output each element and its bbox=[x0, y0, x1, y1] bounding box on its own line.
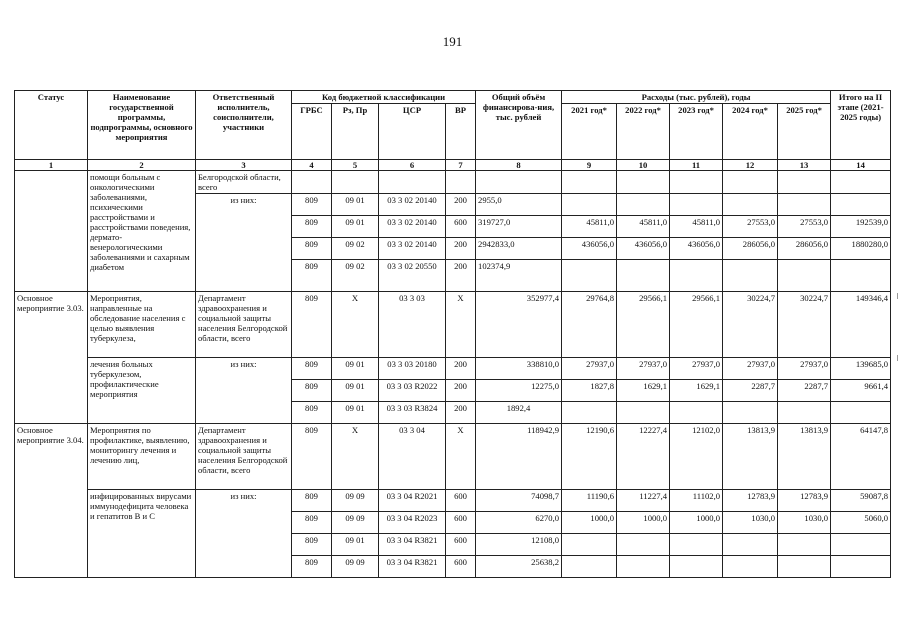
table-row bbox=[15, 490, 891, 512]
cell-2021: 45811,0 bbox=[562, 216, 617, 238]
header-itogo: Итого на II этапе (2021-2025 годы) bbox=[831, 91, 891, 160]
table-row bbox=[15, 292, 891, 358]
cell-total: 1892,4 bbox=[476, 402, 562, 424]
cell-2025: 27937,0 bbox=[778, 358, 831, 380]
cell-rz-pr: 09 01 bbox=[332, 194, 379, 216]
cell-vr: 600 bbox=[446, 534, 476, 556]
page-number: 191 bbox=[442, 34, 463, 49]
header-responsible: Ответственный исполнитель, соисполнители, участники bbox=[196, 91, 292, 160]
col-number: 5 bbox=[332, 160, 379, 171]
cell-2022: 1629,1 bbox=[617, 380, 670, 402]
cell-2024: 13813,9 bbox=[723, 424, 778, 490]
cell-vr: 200 bbox=[446, 260, 476, 292]
cell-2021: 29764,8 bbox=[562, 292, 617, 358]
block1-of-which: из них: bbox=[196, 194, 292, 292]
cell-2021: 1827,8 bbox=[562, 380, 617, 402]
header-budget-code: Код бюджетной классификации bbox=[292, 91, 476, 104]
cell-2023: 11102,0 bbox=[670, 490, 723, 512]
header-csr: ЦСР bbox=[379, 104, 446, 160]
cell-rz-pr: 09 09 bbox=[332, 490, 379, 512]
block3-status: Основное мероприятие 3.04. bbox=[15, 424, 88, 578]
cell-csr: 03 3 04 R2021 bbox=[379, 490, 446, 512]
col-number: 12 bbox=[723, 160, 778, 171]
col-number: 7 bbox=[446, 160, 476, 171]
cell-grbs: 809 bbox=[292, 424, 332, 490]
cell-csr: 03 3 04 R2023 bbox=[379, 512, 446, 534]
cell-2025 bbox=[778, 194, 831, 216]
cell-csr: 03 3 02 20140 bbox=[379, 194, 446, 216]
cell-rz-pr: 09 01 bbox=[332, 402, 379, 424]
cell-2023: 45811,0 bbox=[670, 216, 723, 238]
cell-2021: 11190,6 bbox=[562, 490, 617, 512]
cell-itogo: 139685,0 bbox=[831, 358, 891, 380]
cell-total: 12275,0 bbox=[476, 380, 562, 402]
header-grbs: ГРБС bbox=[292, 104, 332, 160]
cell-2023 bbox=[670, 194, 723, 216]
block2-responsible: Департамент здравоохранения и социальной защиты населения Белгородской области, всего bbox=[196, 292, 292, 358]
cell-grbs: 809 bbox=[292, 380, 332, 402]
header-2023: 2023 год* bbox=[670, 104, 723, 160]
cell-2022: 436056,0 bbox=[617, 238, 670, 260]
cell-2022: 29566,1 bbox=[617, 292, 670, 358]
cell-csr: 03 3 04 R3821 bbox=[379, 556, 446, 578]
cell-grbs: 809 bbox=[292, 490, 332, 512]
cell-total: 6270,0 bbox=[476, 512, 562, 534]
cell-csr: 03 3 04 R3821 bbox=[379, 534, 446, 556]
cell-grbs: 809 bbox=[292, 534, 332, 556]
cell-2023: 27937,0 bbox=[670, 358, 723, 380]
cell-itogo: 9661,4 bbox=[831, 380, 891, 402]
column-numbers-row bbox=[15, 160, 891, 171]
cell-total: 74098,7 bbox=[476, 490, 562, 512]
cell-total: 352977,4 bbox=[476, 292, 562, 358]
cell-2021: 12190,6 bbox=[562, 424, 617, 490]
cell-2022: 1000,0 bbox=[617, 512, 670, 534]
col-number: 14 bbox=[831, 160, 891, 171]
cell-2022: 27937,0 bbox=[617, 358, 670, 380]
cell-grbs: 809 bbox=[292, 512, 332, 534]
cell-vr: 600 bbox=[446, 216, 476, 238]
cell-2024: 30224,7 bbox=[723, 292, 778, 358]
cell-2023: 12102,0 bbox=[670, 424, 723, 490]
cell-vr: 200 bbox=[446, 238, 476, 260]
cell-rz-pr: 09 02 bbox=[332, 260, 379, 292]
cell-grbs: 809 bbox=[292, 556, 332, 578]
cell-2021: 436056,0 bbox=[562, 238, 617, 260]
cell-csr: 03 3 03 R2022 bbox=[379, 380, 446, 402]
col-number: 8 bbox=[476, 160, 562, 171]
block1-status bbox=[15, 171, 88, 292]
cell-2022: 12227,4 bbox=[617, 424, 670, 490]
budget-table bbox=[14, 90, 891, 578]
cell-vr: Х bbox=[446, 424, 476, 490]
cell-vr: 200 bbox=[446, 358, 476, 380]
cell-rz-pr: Х bbox=[332, 424, 379, 490]
cell-vr: 600 bbox=[446, 490, 476, 512]
header-2022: 2022 год* bbox=[617, 104, 670, 160]
cell-2023: 29566,1 bbox=[670, 292, 723, 358]
cell-rz-pr: 09 01 bbox=[332, 380, 379, 402]
cell-2023: 1000,0 bbox=[670, 512, 723, 534]
cell-vr: 200 bbox=[446, 194, 476, 216]
header-status: Статус bbox=[15, 91, 88, 160]
cell-itogo: 192539,0 bbox=[831, 216, 891, 238]
block2-name-bottom: лечения больных туберкулезом, профилактические мероприятия bbox=[88, 358, 196, 424]
table-row bbox=[15, 358, 891, 380]
block1-responsible: Белгородской области, всего bbox=[196, 171, 292, 194]
col-number: 2 bbox=[88, 160, 196, 171]
col-number: 10 bbox=[617, 160, 670, 171]
block1-name: помощи больным с онкологическими заболеваниями, психическими расстройствами и расстройствами поведения, дермато-венерологическими заболеваниями и сахарным диабетом bbox=[88, 171, 196, 292]
cell-rz-pr: 09 01 bbox=[332, 358, 379, 380]
cell-itogo: 1880280,0 bbox=[831, 238, 891, 260]
col-number: 9 bbox=[562, 160, 617, 171]
cell-vr: 200 bbox=[446, 380, 476, 402]
cell-total: 118942,9 bbox=[476, 424, 562, 490]
cell-2025: 30224,7 bbox=[778, 292, 831, 358]
table-row bbox=[15, 424, 891, 490]
block3-name-top: Мероприятия по профилактике, выявлению, мониторингу лечения и лечению лиц, bbox=[88, 424, 196, 490]
header-2025: 2025 год* bbox=[778, 104, 831, 160]
cell-vr: Х bbox=[446, 292, 476, 358]
cell-2024: 2287,7 bbox=[723, 380, 778, 402]
cell-itogo: 59087,8 bbox=[831, 490, 891, 512]
cell-total: 319727,0 bbox=[476, 216, 562, 238]
cell-vr: 600 bbox=[446, 512, 476, 534]
cell-itogo: 5060,0 bbox=[831, 512, 891, 534]
cell-2025: 27553,0 bbox=[778, 216, 831, 238]
cell-itogo: 64147,8 bbox=[831, 424, 891, 490]
block2-name-top: Мероприятия, направленные на обследование населения с целью выявления туберкулеза, bbox=[88, 292, 196, 358]
cell-itogo: 149346,4 bbox=[831, 292, 891, 358]
header-name: Наименование государственной программы, подпрограммы, основного мероприятия bbox=[88, 91, 196, 160]
cell-2023: 1629,1 bbox=[670, 380, 723, 402]
cell-vr: 200 bbox=[446, 402, 476, 424]
cell-2021: 27937,0 bbox=[562, 358, 617, 380]
cell-2024: 12783,9 bbox=[723, 490, 778, 512]
cell-total: 25638,2 bbox=[476, 556, 562, 578]
cell-rz-pr: Х bbox=[332, 292, 379, 358]
cell-csr: 03 3 03 R3824 bbox=[379, 402, 446, 424]
cell-vr: 600 bbox=[446, 556, 476, 578]
cell-2021 bbox=[562, 194, 617, 216]
col-number: 4 bbox=[292, 160, 332, 171]
cell-2023: 436056,0 bbox=[670, 238, 723, 260]
cell-2021: 1000,0 bbox=[562, 512, 617, 534]
cell-grbs: 809 bbox=[292, 260, 332, 292]
cell-2024: 27937,0 bbox=[723, 358, 778, 380]
cell-2024: 286056,0 bbox=[723, 238, 778, 260]
cell-total: 12108,0 bbox=[476, 534, 562, 556]
cell-rz-pr: 09 01 bbox=[332, 534, 379, 556]
header-vr: ВР bbox=[446, 104, 476, 160]
cell-2024 bbox=[723, 194, 778, 216]
col-number: 1 bbox=[15, 160, 88, 171]
cell-csr: 03 3 03 20180 bbox=[379, 358, 446, 380]
margin-mark bbox=[897, 355, 898, 361]
cell-2025: 1030,0 bbox=[778, 512, 831, 534]
budget-table-sheet bbox=[14, 90, 891, 578]
block3-responsible: Департамент здравоохранения и социальной защиты населения Белгородской области, всего bbox=[196, 424, 292, 490]
cell-2025: 13813,9 bbox=[778, 424, 831, 490]
cell-grbs: 809 bbox=[292, 216, 332, 238]
header-2021: 2021 год* bbox=[562, 104, 617, 160]
cell-csr: 03 3 03 bbox=[379, 292, 446, 358]
cell-rz-pr: 09 01 bbox=[332, 216, 379, 238]
cell-grbs: 809 bbox=[292, 238, 332, 260]
cell-2025: 2287,7 bbox=[778, 380, 831, 402]
cell-csr: 03 3 02 20140 bbox=[379, 238, 446, 260]
cell-total: 102374,9 bbox=[476, 260, 562, 292]
cell-2025: 286056,0 bbox=[778, 238, 831, 260]
block3-name-bottom: инфицированных вирусами иммунодефицита человека и гепатитов В и С bbox=[88, 490, 196, 578]
cell-2022: 11227,4 bbox=[617, 490, 670, 512]
cell-total: 2942833,0 bbox=[476, 238, 562, 260]
header-2024: 2024 год* bbox=[723, 104, 778, 160]
cell-total: 2955,0 bbox=[476, 194, 562, 216]
cell-2024: 1030,0 bbox=[723, 512, 778, 534]
cell-grbs: 809 bbox=[292, 402, 332, 424]
cell-grbs: 809 bbox=[292, 292, 332, 358]
cell-csr: 03 3 04 bbox=[379, 424, 446, 490]
cell-grbs: 809 bbox=[292, 358, 332, 380]
cell-rz-pr: 09 09 bbox=[332, 512, 379, 534]
cell-2024: 27553,0 bbox=[723, 216, 778, 238]
block3-of-which: из них: bbox=[196, 490, 292, 578]
header-rz-pr: Рз, Пр bbox=[332, 104, 379, 160]
cell-total: 338810,0 bbox=[476, 358, 562, 380]
cell-2022: 45811,0 bbox=[617, 216, 670, 238]
col-number: 11 bbox=[670, 160, 723, 171]
header-total: Общий объём финансирова-ния, тыс. рублей bbox=[476, 91, 562, 160]
col-number: 3 bbox=[196, 160, 292, 171]
cell-csr: 03 3 02 20140 bbox=[379, 216, 446, 238]
block2-of-which: из них: bbox=[196, 358, 292, 424]
cell-2022 bbox=[617, 194, 670, 216]
col-number: 13 bbox=[778, 160, 831, 171]
cell-rz-pr: 09 09 bbox=[332, 556, 379, 578]
margin-mark bbox=[897, 293, 898, 299]
block2-status: Основное мероприятие 3.03. bbox=[15, 292, 88, 424]
col-number: 6 bbox=[379, 160, 446, 171]
header-expenses: Расходы (тыс. рублей), годы bbox=[562, 91, 831, 104]
cell-rz-pr: 09 02 bbox=[332, 238, 379, 260]
cell-grbs: 809 bbox=[292, 194, 332, 216]
cell-2025: 12783,9 bbox=[778, 490, 831, 512]
cell-itogo bbox=[831, 194, 891, 216]
cell-csr: 03 3 02 20550 bbox=[379, 260, 446, 292]
